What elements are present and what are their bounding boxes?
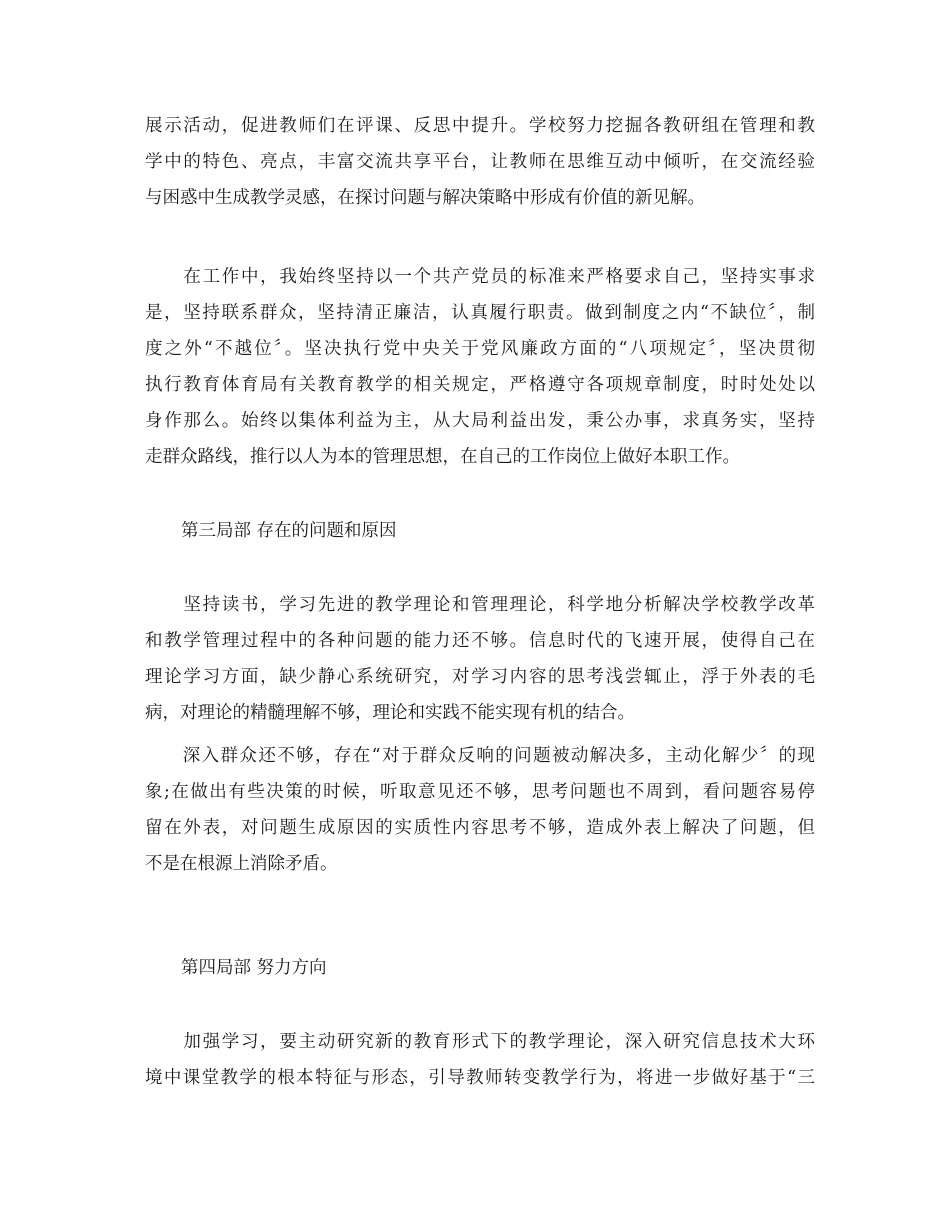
paragraph-line: 理论学习方面，缺少静心系统研究，对学习内容的思考浅尝辄止，浮于外表的毛 [145, 667, 815, 687]
section-heading-4: 第四局部 努力方向 [181, 958, 327, 978]
paragraph-line: 是，坚持联系群众，坚持清正廉洁，认真履行职责。做到制度之内“不缺位〞，制 [145, 303, 815, 323]
paragraph-2 [145, 259, 815, 475]
paragraph-3 [145, 587, 815, 731]
paragraph-1 [145, 108, 815, 216]
paragraph-line: 展示活动，促进教师们在评课、反思中提升。学校努力挖掘各教研组在管理和教 [145, 116, 815, 136]
paragraph-line: 不是在根源上消除矛盾。 [145, 854, 338, 874]
section-heading-3: 第三局部 存在的问题和原因 [181, 521, 397, 541]
paragraph-line: 留在外表，对问题生成原因的实质性内容思考不够，造成外表上解决了问题，但 [145, 818, 815, 838]
paragraph-line: 在工作中，我始终坚持以一个共产党员的标准来严格要求自己，坚持实事求 [145, 267, 815, 287]
paragraph-line: 学中的特色、亮点，丰富交流共享平台，让教师在思维互动中倾听，在交流经验 [145, 152, 815, 172]
paragraph-line: 深入群众还不够，存在“对于群众反响的问题被动解决多，主动化解少〞的现 [145, 746, 815, 766]
paragraph-5 [145, 1024, 815, 1096]
paragraph-line: 境中课堂教学的根本特征与形态，引导教师转变教学行为，将进一步做好基于“三 [145, 1068, 815, 1088]
paragraph-line: 坚持读书，学习先进的教学理论和管理理论，科学地分析解决学校教学改革 [145, 595, 815, 615]
paragraph-4 [145, 738, 815, 882]
paragraph-line: 加强学习，要主动研究新的教育形式下的教学理论，深入研究信息技术大环 [145, 1032, 815, 1052]
paragraph-line: 与困惑中生成教学灵感，在探讨问题与解决策略中形成有价值的新见解。 [145, 188, 705, 208]
paragraph-line: 度之外“不越位〞。坚决执行党中央关于党风廉政方面的“八项规定〞，坚决贯彻 [145, 339, 815, 359]
paragraph-line: 象;在做出有些决策的时候，听取意见还不够，思考问题也不周到，看问题容易停 [145, 782, 815, 802]
paragraph-line: 病，对理论的精髓理解不够，理论和实践不能实现有机的结合。 [145, 703, 635, 723]
paragraph-line: 走群众路线，推行以人为本的管理思想，在自己的工作岗位上做好本职工作。 [145, 447, 740, 467]
paragraph-line: 和教学管理过程中的各种问题的能力还不够。信息时代的飞速开展，使得自己在 [145, 631, 815, 651]
paragraph-line: 执行教育体育局有关教育教学的相关规定，严格遵守各项规章制度，时时处处以 [145, 375, 815, 395]
paragraph-line: 身作那么。始终以集体利益为主，从大局利益出发，秉公办事，求真务实，坚持 [145, 411, 815, 431]
